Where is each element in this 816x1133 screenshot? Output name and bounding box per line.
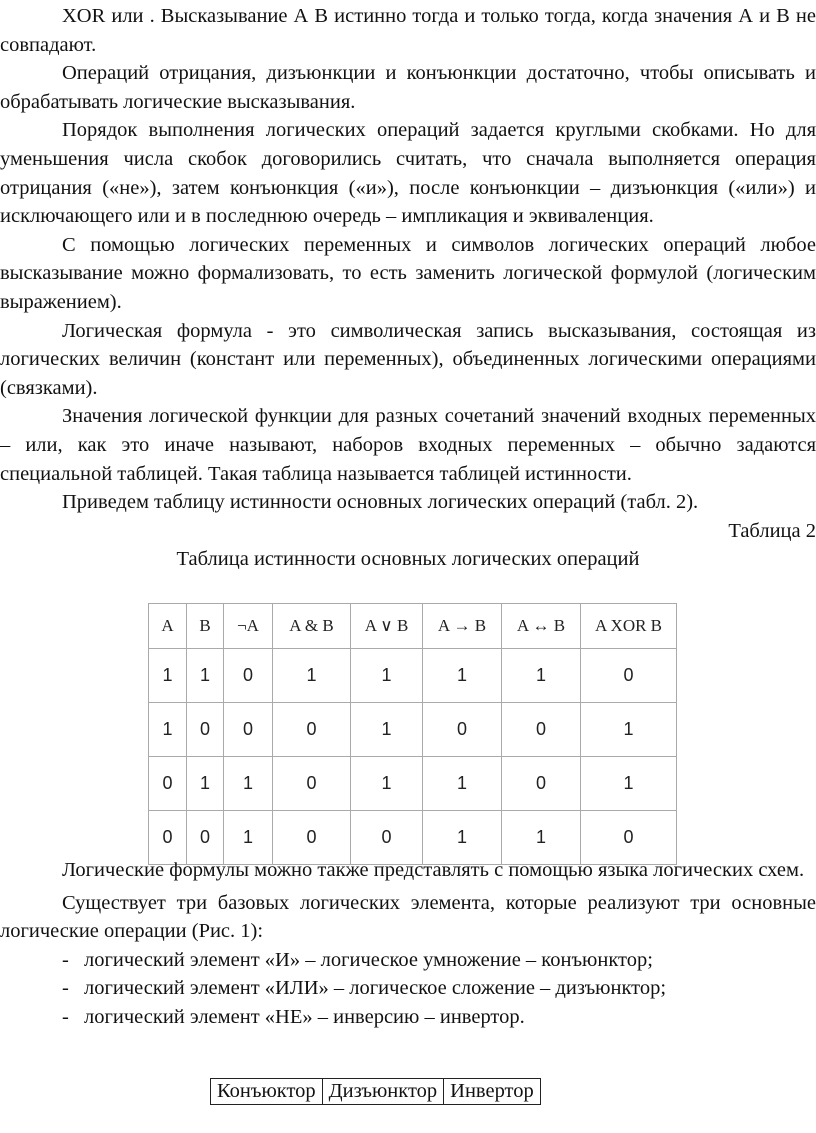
table-cell: 0 [187, 703, 224, 757]
table-cell: 0 [187, 811, 224, 865]
table-cell: 0 [149, 757, 187, 811]
table-cell: Инвертор [444, 1079, 541, 1105]
list-item [0, 1003, 816, 1032]
list-marker: - [62, 977, 69, 1000]
table-cell: 0 [224, 703, 273, 757]
paragraph: Значения логической функции для разных сочетаний значений входных переменных – или, как это иначе называют, наборов входных переменных – обычно задаются специальной таблицей. Такая таблица называется таблицей истинности. [0, 405, 816, 485]
table-cell: 0 [502, 703, 581, 757]
table-caption: Таблица истинности основных логических операций [176, 548, 640, 571]
table-cell: Конъюктор [211, 1079, 323, 1105]
header-cell: ¬A [224, 604, 273, 649]
table-cell: 0 [581, 811, 677, 865]
paragraph: Существует три базовых логических элемента, которые реализуют три основные логические операции (Рис. 1): [0, 891, 816, 943]
table-cell: 0 [423, 703, 502, 757]
paragraph: Логическая формула - это символическая запись высказывания, состоящая из логических величин (констант или переменных), объединенных логическими операциями (связками). [0, 319, 816, 399]
table-header-row [149, 604, 677, 649]
table-cell: 1 [224, 757, 273, 811]
paragraph: Порядок выполнения логических операций задается круглыми скобками. Но для уменьшения числа скобок договорились считать, что сначала выполняется операция отрицания («не»), затем конъюнкция («и»), после конъюнкции – дизъюнкция («или») и исключающего или и в последнюю очередь – импликация и эквиваленция. [0, 119, 816, 228]
table-cell: 1 [351, 703, 423, 757]
table-cell: 0 [273, 811, 351, 865]
paragraph: Операций отрицания, дизъюнкции и конъюнкции достаточно, чтобы описывать и обрабатывать логические высказывания. [0, 62, 816, 113]
list-item [0, 946, 816, 975]
header-cell: B [187, 604, 224, 649]
truth-table [148, 603, 677, 865]
table-cell: 0 [351, 811, 423, 865]
table-cell: 1 [502, 649, 581, 703]
text-bottom [0, 856, 816, 1032]
text-top [0, 2, 816, 573]
header-cell: A & B [273, 604, 351, 649]
table-cell: 0 [273, 757, 351, 811]
table-cell: 1 [502, 811, 581, 865]
table-row [149, 757, 677, 811]
table-cell: 1 [423, 757, 502, 811]
table-cell: Дизъюнктор [322, 1079, 443, 1105]
table-cell: 1 [581, 703, 677, 757]
table-number: Таблица 2 [728, 519, 816, 542]
table-row [211, 1079, 541, 1105]
table-cell: 1 [581, 757, 677, 811]
list-item-text: логический элемент «И» – логическое умножение – конъюнктор; [84, 948, 653, 971]
table-cell: 1 [187, 649, 224, 703]
header-cell: A [149, 604, 187, 649]
table-row [149, 649, 677, 703]
logic-elements-table [210, 1078, 541, 1105]
list-item-text: логический элемент «НЕ» – инверсию – инвертор. [84, 1005, 525, 1028]
table-cell: 0 [273, 703, 351, 757]
header-cell: A XOR B [581, 604, 677, 649]
table-cell: 0 [224, 649, 273, 703]
paragraph: С помощью логических переменных и символов логических операций любое высказывание можно формализовать, то есть заменить логической формулой (логическим выражением). [0, 233, 816, 313]
header-cell: A ↔ B [502, 604, 581, 649]
table-cell: 0 [581, 649, 677, 703]
list-marker: - [62, 1005, 69, 1028]
table-cell: 1 [423, 811, 502, 865]
paragraph: XOR или . Высказывание А В истинно тогда и только тогда, когда значения А и В не совпадают. [0, 5, 816, 56]
table-row [149, 703, 677, 757]
table-cell: 1 [351, 649, 423, 703]
table-cell: 1 [149, 649, 187, 703]
header-cell: A ∨ B [351, 604, 423, 649]
table-cell: 1 [273, 649, 351, 703]
list-item [0, 974, 816, 1003]
list-marker: - [62, 948, 69, 971]
header-cell: A → B [423, 604, 502, 649]
table-cell: 0 [502, 757, 581, 811]
table-cell: 0 [149, 811, 187, 865]
paragraph: Логические формулы можно также представлять с помощью языка логических схем. [62, 859, 805, 881]
paragraph: Приведем таблицу истинности основных логических операций (табл. 2). [62, 491, 699, 514]
table-cell: 1 [224, 811, 273, 865]
table-cell: 1 [423, 649, 502, 703]
table-cell: 1 [351, 757, 423, 811]
table-cell: 1 [149, 703, 187, 757]
table-cell: 1 [187, 757, 224, 811]
list-item-text: логический элемент «ИЛИ» – логическое сложение – дизъюнктор; [84, 977, 667, 1000]
